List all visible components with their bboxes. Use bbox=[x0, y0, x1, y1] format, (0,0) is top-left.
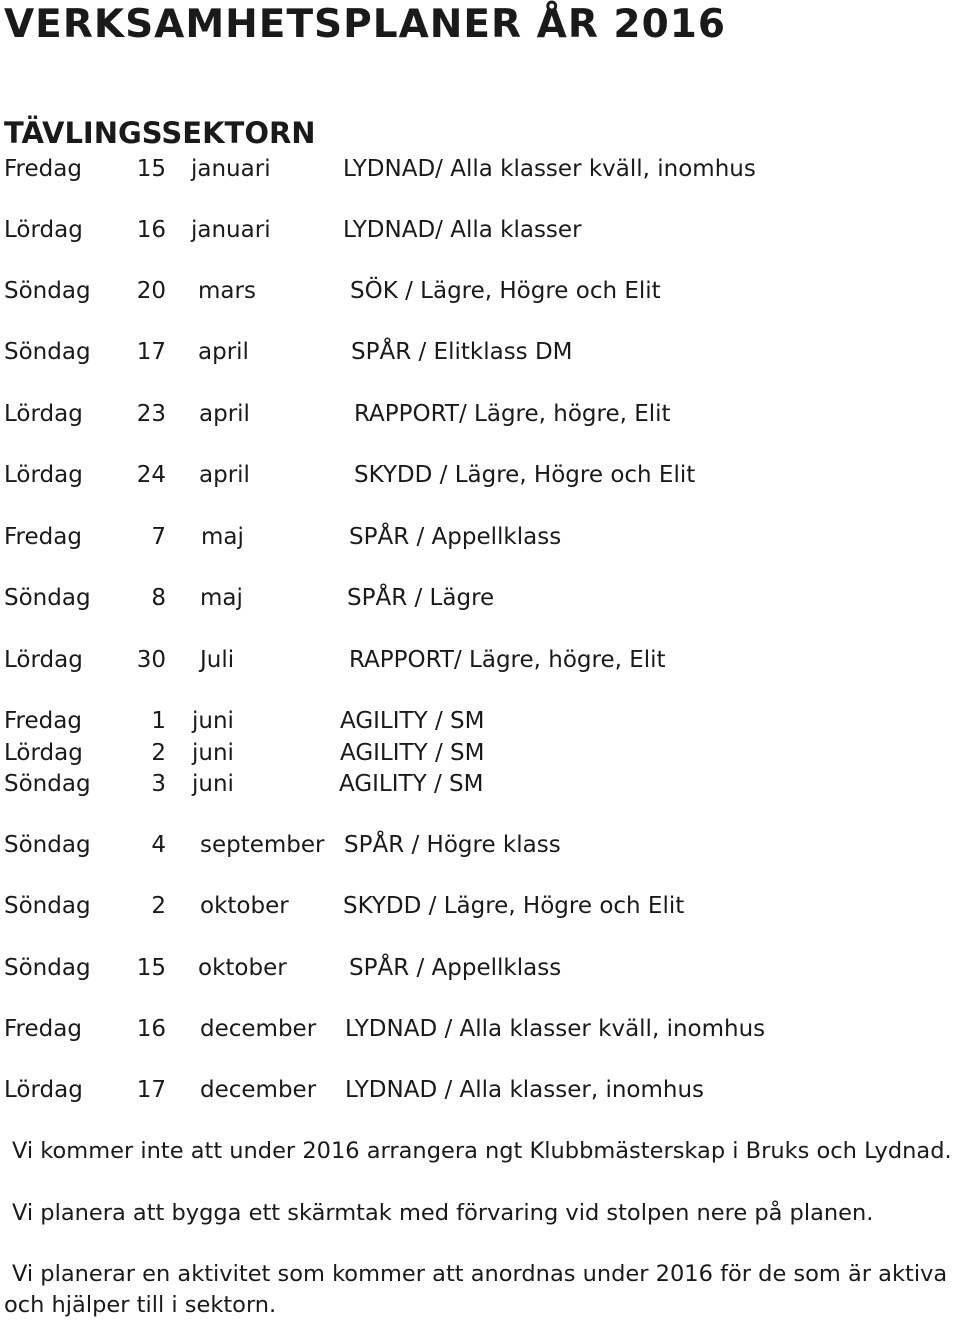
event-date: 2 bbox=[151, 740, 166, 766]
event-month: oktober bbox=[198, 955, 287, 981]
event-description: LYDNAD / Alla klasser kväll, inomhus bbox=[345, 1016, 766, 1042]
event-description: LYDNAD/ Alla klasser kväll, inomhus bbox=[343, 156, 756, 182]
event-date: 2 bbox=[151, 893, 166, 919]
event-description: SÖK / Lägre, Högre och Elit bbox=[350, 278, 661, 304]
event-date: 16 bbox=[136, 1016, 166, 1042]
event-month: mars bbox=[198, 278, 256, 304]
event-description: SKYDD / Lägre, Högre och Elit bbox=[343, 893, 685, 919]
event-month: april bbox=[198, 339, 249, 365]
event-day: Söndag bbox=[4, 893, 91, 919]
section-heading: TÄVLINGSSEKTORN bbox=[4, 116, 316, 150]
event-date: 16 bbox=[136, 217, 166, 243]
event-day: Söndag bbox=[4, 278, 91, 304]
event-date: 3 bbox=[151, 771, 166, 797]
event-day: Söndag bbox=[4, 771, 91, 797]
event-day: Lördag bbox=[4, 647, 83, 673]
event-description: AGILITY / SM bbox=[339, 771, 484, 797]
event-day: Söndag bbox=[4, 585, 91, 611]
event-date: 4 bbox=[151, 832, 166, 858]
event-day: Lördag bbox=[4, 740, 83, 766]
event-day: Fredag bbox=[4, 524, 82, 550]
event-description: SPÅR / Appellklass bbox=[349, 955, 562, 981]
event-description: SPÅR / Högre klass bbox=[344, 832, 561, 858]
event-month: maj bbox=[200, 585, 243, 611]
event-description: LYDNAD / Alla klasser, inomhus bbox=[345, 1077, 705, 1103]
event-month: januari bbox=[191, 217, 271, 243]
event-month: juni bbox=[192, 771, 234, 797]
event-date: 1 bbox=[151, 708, 166, 734]
event-day: Söndag bbox=[4, 832, 91, 858]
event-day: Fredag bbox=[4, 708, 82, 734]
event-day: Söndag bbox=[4, 955, 91, 981]
event-date: 30 bbox=[136, 647, 166, 673]
event-date: 23 bbox=[136, 401, 166, 427]
event-description: AGILITY / SM bbox=[340, 708, 485, 734]
event-month: juni bbox=[192, 740, 234, 766]
event-description: SKYDD / Lägre, Högre och Elit bbox=[354, 462, 696, 488]
event-date: 7 bbox=[151, 524, 166, 550]
event-month: december bbox=[200, 1016, 317, 1042]
event-month: januari bbox=[191, 156, 271, 182]
event-month: oktober bbox=[200, 893, 289, 919]
event-date: 8 bbox=[151, 585, 166, 611]
event-month: april bbox=[199, 462, 250, 488]
event-date: 17 bbox=[136, 339, 166, 365]
event-date: 17 bbox=[136, 1077, 166, 1103]
event-date: 15 bbox=[136, 955, 166, 981]
event-month: december bbox=[200, 1077, 317, 1103]
event-month: Juli bbox=[200, 647, 235, 673]
event-day: Fredag bbox=[4, 156, 82, 182]
event-month: juni bbox=[192, 708, 234, 734]
event-description: AGILITY / SM bbox=[340, 740, 485, 766]
event-day: Lördag bbox=[4, 1077, 83, 1103]
event-description: LYDNAD/ Alla klasser bbox=[343, 217, 582, 243]
event-date: 24 bbox=[136, 462, 166, 488]
event-description: SPÅR / Appellklass bbox=[349, 524, 562, 550]
page-title: VERKSAMHETSPLANER ÅR 2016 bbox=[4, 2, 726, 47]
event-description: SPÅR / Elitklass DM bbox=[351, 339, 573, 365]
event-description: RAPPORT/ Lägre, högre, Elit bbox=[354, 401, 671, 427]
event-day: Fredag bbox=[4, 1016, 82, 1042]
event-month: september bbox=[200, 832, 325, 858]
note-paragraph: Vi planerar en aktivitet som kommer att anordnas under 2016 för de som är aktiva och hjälper till i sektorn. bbox=[4, 1261, 948, 1318]
event-day: Lördag bbox=[4, 217, 83, 243]
event-date: 15 bbox=[136, 156, 166, 182]
event-description: SPÅR / Lägre bbox=[347, 585, 495, 611]
event-description: RAPPORT/ Lägre, högre, Elit bbox=[349, 647, 666, 673]
event-day: Lördag bbox=[4, 462, 83, 488]
note-paragraph: Vi kommer inte att under 2016 arrangera ngt Klubbmästerskap i Bruks och Lydnad. bbox=[12, 1138, 952, 1164]
event-date: 20 bbox=[136, 278, 166, 304]
event-day: Lördag bbox=[4, 401, 83, 427]
event-day: Söndag bbox=[4, 339, 91, 365]
event-month: april bbox=[199, 401, 250, 427]
event-month: maj bbox=[201, 524, 244, 550]
note-paragraph: Vi planera att bygga ett skärmtak med förvaring vid stolpen nere på planen. bbox=[12, 1200, 874, 1226]
